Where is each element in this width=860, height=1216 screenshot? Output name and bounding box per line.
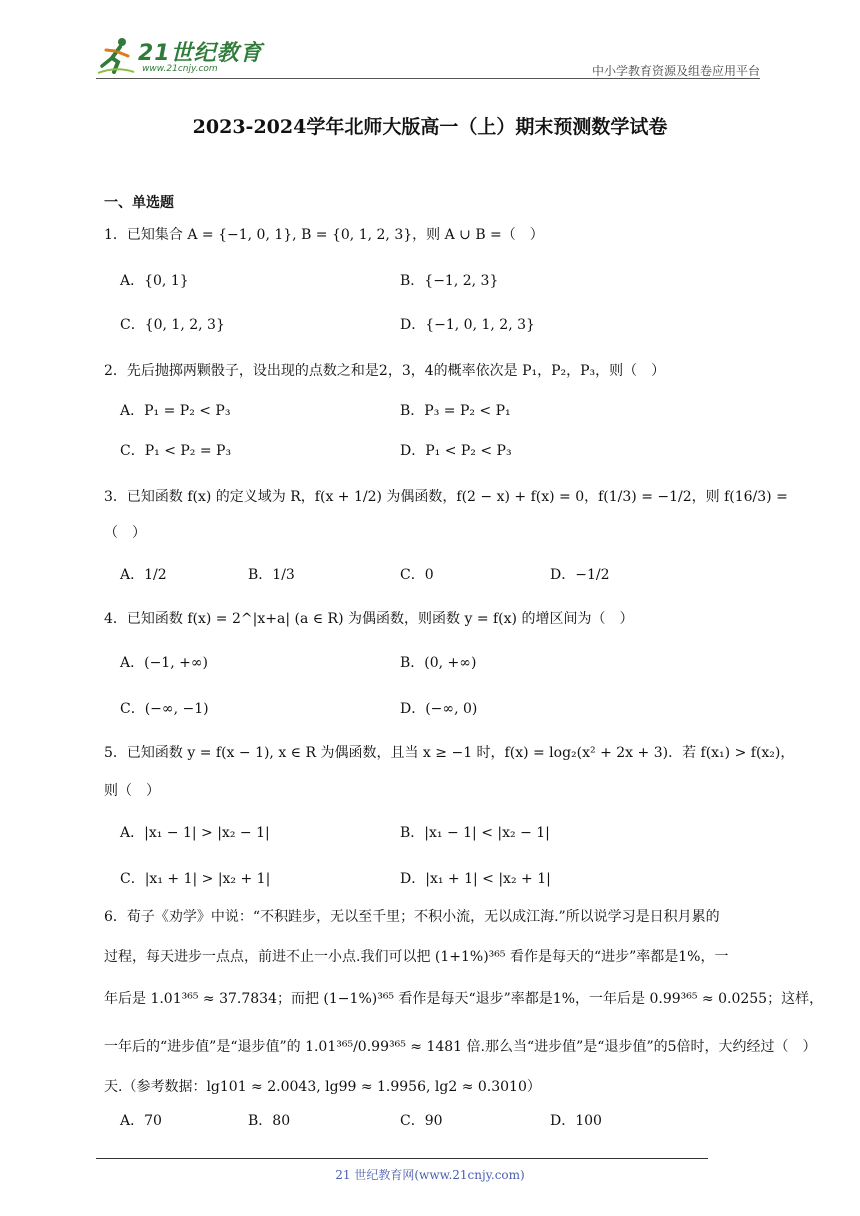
question-5-option-a: A．|x₁ − 1| > |x₂ − 1|: [120, 825, 270, 841]
question-6-line-5: 天.（参考数据：lg101 ≈ 2.0043, lg99 ≈ 1.9956, lg2 ≈ 0.3010）: [104, 1079, 541, 1095]
question-5-option-c: C．|x₁ + 1| > |x₂ + 1|: [120, 871, 271, 887]
question-2-stem: 2．先后抛掷两颗骰子，设出现的点数之和是2，3，4的概率依次是 P₁，P₂，P₃，则（ ）: [104, 363, 666, 379]
brand-name: 21世纪教育: [138, 41, 263, 66]
header-divider: [96, 78, 760, 79]
question-6-line-4: 一年后的“进步值”是“退步值”的 1.01³⁶⁵/0.99³⁶⁵ ≈ 1481 倍.那么当“进步值”是“退步值”的5倍时，大约经过（ ）: [104, 1039, 817, 1055]
question-6-option-c: C．90: [400, 1113, 443, 1129]
question-4-option-a: A．(−1, +∞): [120, 655, 208, 671]
question-6-option-b: B．80: [248, 1113, 291, 1129]
question-2-option-b: B．P₃ = P₂ < P₁: [400, 403, 511, 419]
question-5-option-d: D．|x₁ + 1| < |x₂ + 1|: [400, 871, 551, 887]
question-4-option-c: C．(−∞, −1): [120, 701, 209, 717]
question-6-line-3: 年后是 1.01³⁶⁵ ≈ 37.7834；而把 (1−1%)³⁶⁵ 看作是每天“退步”率都是1%，一年后是 0.99³⁶⁵ ≈ 0.0255；这样，: [104, 991, 824, 1007]
platform-label: 中小学教育资源及组卷应用平台: [591, 64, 760, 78]
footer-link[interactable]: 21 世纪教育网(www.21cnjy.com): [335, 1168, 525, 1182]
question-4-option-d: D．(−∞, 0): [400, 701, 478, 717]
question-3-stem-continued: （ ）: [104, 525, 146, 541]
question-1-option-c: C．{0, 1, 2, 3}: [120, 317, 225, 333]
question-6-option-d: D．100: [550, 1113, 602, 1129]
question-1-option-d: D．{−1, 0, 1, 2, 3}: [400, 317, 535, 333]
question-4-stem: 4．已知函数 f(x) = 2^|x+a| (a ∈ R) 为偶函数，则函数 y = f(x) 的增区间为（ ）: [104, 611, 634, 627]
question-2-option-d: D．P₁ < P₂ < P₃: [400, 443, 512, 459]
question-3-option-d: D．−1/2: [550, 567, 610, 583]
question-6-line-1: 6．荀子《劝学》中说：“不积跬步，无以至千里；不积小流，无以成江海.”所以说学习是日积月累的: [104, 909, 720, 925]
question-1-option-a: A．{0, 1}: [120, 273, 189, 289]
question-5-option-b: B．|x₁ − 1| < |x₂ − 1|: [400, 825, 550, 841]
question-6-line-2: 过程，每天进步一点点，前进不止一小点.我们可以把 (1+1%)³⁶⁵ 看作是每天的“进步”率都是1%，一: [104, 949, 729, 965]
question-5-stem: 5．已知函数 y = f(x − 1), x ∈ R 为偶函数，且当 x ≥ −1 时，f(x) = log₂(x² + 2x + 3)．若 f(x₁) > f(x₂)，: [104, 745, 795, 761]
question-6-option-a: A．70: [120, 1113, 162, 1129]
page-title: 2023-2024学年北师大版高一（上）期末预测数学试卷: [192, 116, 668, 138]
question-3-stem: 3．已知函数 f(x) 的定义域为 R，f(x + 1/2) 为偶函数，f(2 − x) + f(x) = 0，f(1/3) = −1/2，则 f(16/3) =: [104, 489, 788, 505]
question-3-option-b: B．1/3: [248, 567, 295, 583]
runner-logo-icon: [96, 36, 136, 76]
question-3-option-a: A．1/2: [120, 567, 167, 583]
footer-divider: [96, 1158, 708, 1159]
question-3-option-c: C．0: [400, 567, 434, 583]
section-heading: 一、单选题: [104, 195, 174, 211]
question-2-option-c: C．P₁ < P₂ = P₃: [120, 443, 232, 459]
question-2-option-a: A．P₁ = P₂ < P₃: [120, 403, 231, 419]
brand-url: www.21cnjy.com: [142, 64, 218, 74]
brand-logo: [96, 32, 266, 78]
question-1-option-b: B．{−1, 2, 3}: [400, 273, 499, 289]
question-5-stem-continued: 则（ ）: [104, 783, 160, 799]
question-4-option-b: B．(0, +∞): [400, 655, 477, 671]
question-1-stem: 1．已知集合 A = {−1, 0, 1}, B = {0, 1, 2, 3}，则 A ∪ B =（ ）: [104, 227, 544, 243]
